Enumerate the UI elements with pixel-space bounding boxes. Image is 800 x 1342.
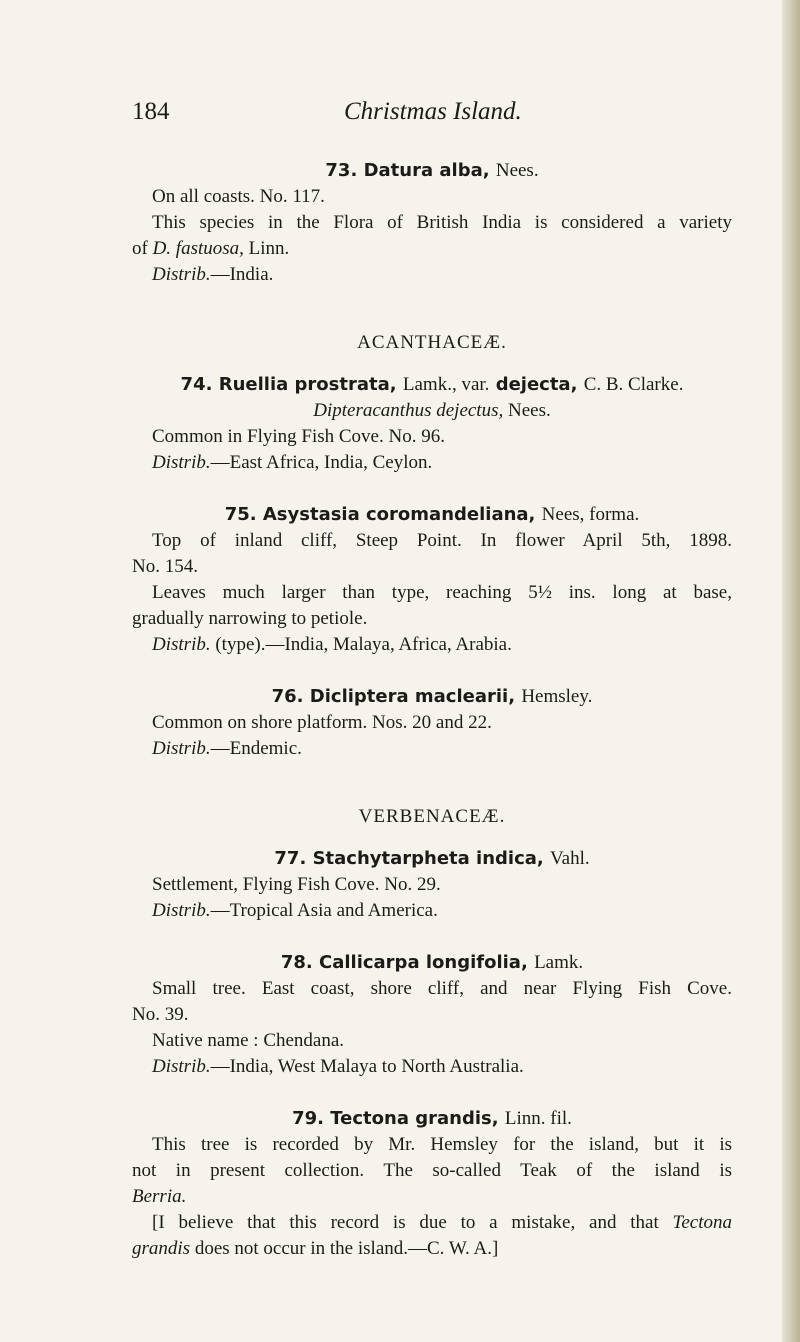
entry-text: Berria. [132, 1186, 187, 1207]
family-heading-verbenaceae: VERBENACEÆ. [358, 806, 506, 827]
entry-text: not in present collection. The so-called Teak of the island is [132, 1160, 732, 1181]
running-title: Christmas Island. [344, 98, 522, 125]
page-body [132, 158, 732, 1262]
family-heading-acanthaceae: ACANTHACEÆ. [357, 332, 507, 353]
entry-text: This species in the Flora of British India is considered a variety [152, 212, 732, 233]
entry-text: Top of inland cliff, Steep Point. In flower April 5th, 1898. [152, 530, 732, 551]
distribution: Distrib. (type).—India, Malaya, Africa, Arabia. [152, 634, 512, 655]
entry-text: No. 39. [132, 1004, 189, 1025]
page-number: 184 [132, 98, 170, 125]
entry-text: of D. fastuosa, Linn. [132, 238, 290, 259]
entry-text: Common on shore platform. Nos. 20 and 22. [152, 712, 492, 733]
entry-text: Common in Flying Fish Cove. No. 96. [152, 426, 445, 447]
entry-heading-77: 77. Stachytarpheta indica, Vahl. [274, 848, 590, 869]
entry-heading-73: 73. Datura alba, Nees. [325, 160, 539, 181]
editor-note: [I believe that this record is due to a mistake, and that Tectona [152, 1212, 732, 1233]
entry-text: Settlement, Flying Fish Cove. No. 29. [152, 874, 441, 895]
entry-heading-79: 79. Tectona grandis, Linn. fil. [292, 1108, 572, 1129]
entry-text: This tree is recorded by Mr. Hemsley for the island, but it is [152, 1134, 732, 1155]
editor-note: grandis does not occur in the island.—C. W. A.] [132, 1238, 499, 1259]
entry-heading-74: 74. Ruellia prostrata, Lamk., var. dejecta, C. B. Clarke. [180, 374, 684, 395]
entry-heading-76: 76. Dicliptera maclearii, Hemsley. [271, 686, 593, 707]
entry-heading-78: 78. Callicarpa longifolia, Lamk. [280, 952, 584, 973]
synonym: Dipteracanthus dejectus, Nees. [313, 400, 551, 421]
entry-heading-75: 75. Asystasia coromandeliana, Nees, forma. [224, 504, 640, 525]
distribution: Distrib.—India, West Malaya to North Australia. [152, 1056, 524, 1077]
entry-text: Small tree. East coast, shore cliff, and near Flying Fish Cove. [152, 978, 732, 999]
distribution: Distrib.—East Africa, India, Ceylon. [152, 452, 433, 473]
distribution: Distrib.—Tropical Asia and America. [152, 900, 438, 921]
distribution: Distrib.—Endemic. [152, 738, 302, 759]
page-header [132, 98, 692, 132]
distribution: Distrib.—India. [152, 264, 274, 285]
entry-text: No. 154. [132, 556, 198, 577]
entry-text: On all coasts. No. 117. [152, 186, 325, 207]
entry-text: gradually narrowing to petiole. [132, 608, 368, 629]
page-edge-shadow [782, 0, 800, 1342]
entry-text: Native name : Chendana. [152, 1030, 345, 1051]
entry-text: Leaves much larger than type, reaching 5½ ins. long at base, [152, 582, 732, 603]
